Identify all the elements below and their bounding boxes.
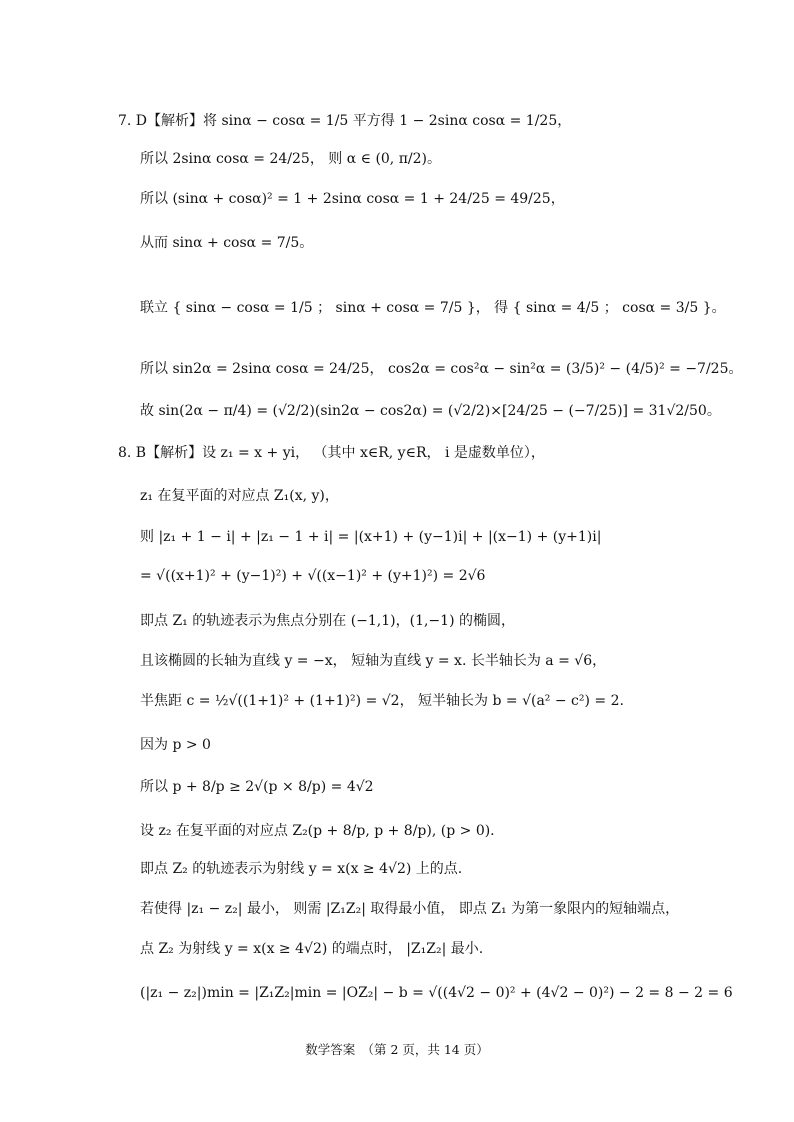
line-7-system: 联立 { sinα − cosα = 1/5 ； sinα + cosα = 7/5 }， 得 { sinα = 4/5 ； cosα = 3/5 }。	[140, 300, 726, 316]
line-8-result: (|z₁ − z₂|)min = |Z₁Z₂|min = |OZ₂| − b = √((4√2 − 0)² + (4√2 − 0)²) − 2 = 8 − 2 = 6	[140, 985, 733, 1001]
line-8-step10: 即点 Z₂ 的轨迹表示为射线 y = x(x ≥ 4√2) 上的点.	[140, 861, 463, 877]
line-8-step7: 因为 p > 0	[140, 737, 211, 753]
line-7-step3: 从而 sinα + cosα = 7/5。	[140, 235, 314, 251]
line-8-step4: 即点 Z₁ 的轨迹表示为焦点分别在 (−1,1)，(1,−1) 的椭圆，	[140, 613, 515, 629]
line-8-header: 8. B【解析】设 z₁ = x + yi， （其中 x∈R, y∈R， i 是虚数单位），	[118, 445, 545, 461]
page-footer: 数学答案 （第 2 页，共 14 页）	[305, 1042, 489, 1057]
line-7-step4: 所以 sin2α = 2sinα cosα = 24/25， cos2α = cos²α − sin²α = (3/5)² − (4/5)² = −7/25。	[140, 361, 743, 377]
line-7-step1: 所以 2sinα cosα = 24/25， 则 α ∈ (0, π/2)。	[140, 151, 441, 167]
line-8-step5: 且该椭圆的长轴为直线 y = −x， 短轴为直线 y = x. 长半轴长为 a = √6，	[140, 653, 607, 669]
line-8-step6: 半焦距 c = ½√((1+1)² + (1+1)²) = √2， 短半轴长为 b = √(a² − c²) = 2.	[140, 693, 624, 709]
line-8-step3: = √((x+1)² + (y−1)²) + √((x−1)² + (y+1)²) = 2√6	[140, 568, 486, 584]
line-7-step2: 所以 (sinα + cosα)² = 1 + 2sinα cosα = 1 + 24/25 = 49/25，	[140, 191, 565, 207]
line-8-step1: z₁ 在复平面的对应点 Z₁(x, y)，	[140, 488, 339, 504]
line-8-step12: 点 Z₂ 为射线 y = x(x ≥ 4√2) 的端点时， |Z₁Z₂| 最小.	[140, 941, 484, 957]
line-8-step2: 则 |z₁ + 1 − i| + |z₁ − 1 + i| = |(x+1) + (y−1)i| + |(x−1) + (y+1)i|	[140, 529, 602, 545]
line-8-step11: 若使得 |z₁ − z₂| 最小， 则需 |Z₁Z₂| 取得最小值， 即点 Z₁ 为第一象限内的短轴端点，	[140, 901, 680, 917]
line-7-header: 7. D【解析】将 sinα − cosα = 1/5 平方得 1 − 2sinα cosα = 1/25，	[118, 113, 572, 129]
line-8-step8: 所以 p + 8/p ≥ 2√(p × 8/p) = 4√2	[140, 779, 374, 795]
line-7-result: 故 sin(2α − π/4) = (√2/2)(sin2α − cos2α) = (√2/2)×[24/25 − (−7/25)] = 31√2/50。	[140, 403, 721, 419]
line-8-step9: 设 z₂ 在复平面的对应点 Z₂(p + 8/p, p + 8/p), (p > 0).	[140, 823, 495, 839]
